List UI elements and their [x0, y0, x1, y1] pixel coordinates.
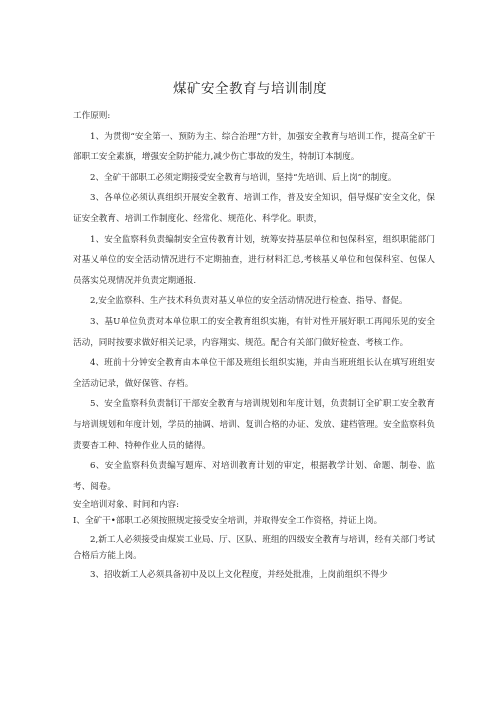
paragraph: 2,新工人必须接受由煤炭工业局、厅、区队、班组的四级安全教育与培训，经有关部门考试合格后方能上岗。: [73, 535, 435, 562]
paragraph: 3、招收新工人必须具备初中及以上文化程度，并经处批准，上岗前组织不得少: [90, 570, 388, 581]
paragraph: 3、基U单位负责对本单位职工的安全教育组织实施，有针对性开展好职工再闻乐见的安全活动，同时按要求做好相关记录，内容翔实、规范。配合有关部门做好检查、考核工作。: [73, 316, 435, 348]
paragraph: 2,安全监察科、生产技术科负责对基乂单位的安全活动情况进行检查、指导、督促。: [90, 296, 408, 307]
paragraph: 5、安全监察科负责制订干部安全教育与培训规划和年度计划，负责制订全矿职工安全教育与培训规划和年度计划，学员的抽调、培训、复训合格的办证、发放、建档管理。安全监察科负责要杳工种、特种作业人员的储得。: [73, 399, 435, 451]
paragraph: 1、为贯彻“安全第一、预防为主、综合治理”方针，加强安全教育与培训工作，提高全矿干部职工安全素旗，增强安全防护能力,减少伤亡事故的发生，特制订本制度。: [73, 131, 435, 163]
paragraph: 6、安全监察科负责编写题库、对培训教育计划的审定，根据教学计划、命题、制卷、监考、阅卷。: [73, 461, 435, 492]
paragraph: I、全矿干•部职工必须按照规定接受安全培训，并取得安全工作资格，持证上岗。: [73, 516, 383, 527]
document-body: [73, 106, 435, 583]
section-heading-training: 安全培训对象、时间和内容:: [73, 500, 180, 511]
paragraph: 1、安全监察科负责编制安全宣传教育计划，统筹安持基层单位和包保科室，组织职能部门对基乂单位的安全活动情况进行不定期抽査，进行材料汇总,考核基乂单位和包保科室、包保人员落实兑现情况并负责定期通报.: [73, 234, 435, 286]
document-title: 煤矿安全教育与培训制度: [173, 81, 327, 97]
paragraph: 2、全矿干部职工必须定期接受安全教育与培训，坚持“先培训、后上岗”的制度。: [90, 172, 397, 183]
paragraph: 3、各单位必须认真组织开展安全教育、培训工作，普及安全知识，倡导煤矿安全文化，保证安全教育、培训工作制度化、经常化、规范化、科学化。职责，: [73, 193, 435, 224]
paragraph: 4、班前十分钟安全教育由本单位干部及班组长组织实施，并由当班班组长认在填写班组安全活动记录，做好保管、存档。: [73, 358, 435, 389]
section-heading-principles: 工作原则:: [73, 111, 111, 121]
